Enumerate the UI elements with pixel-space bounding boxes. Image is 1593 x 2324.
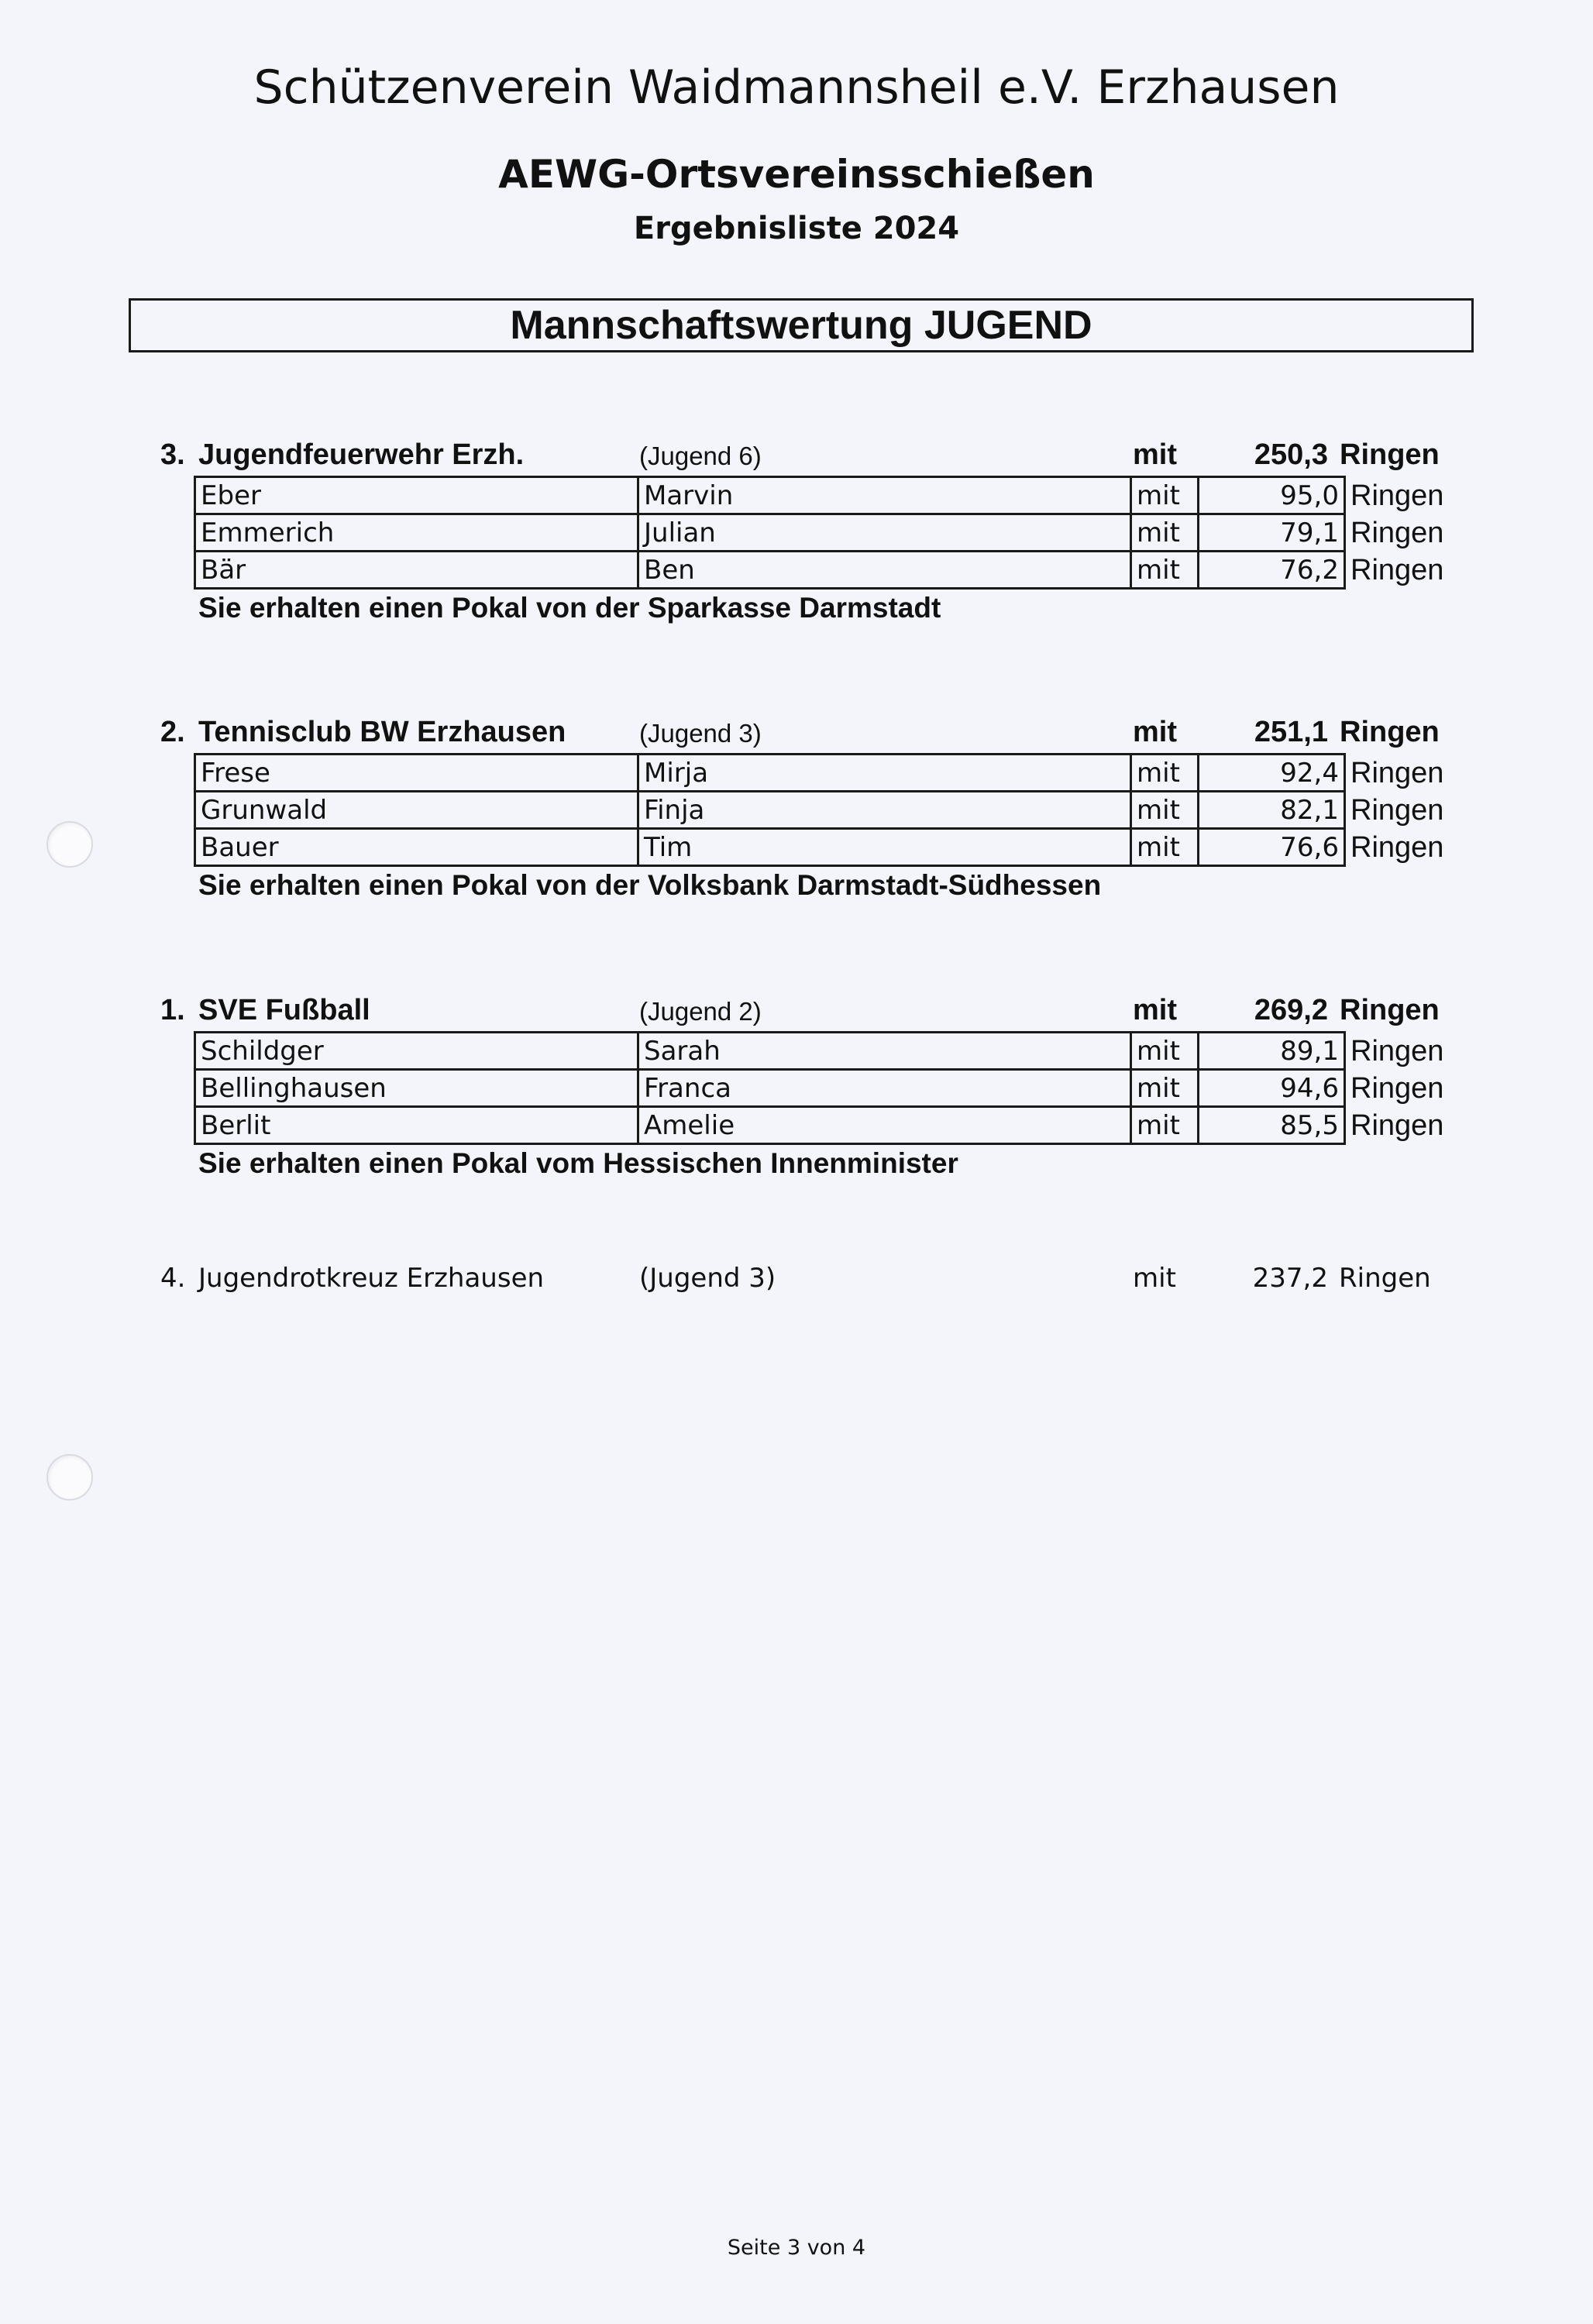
member-score: 94,6 bbox=[1199, 1070, 1345, 1107]
member-mit: mit bbox=[1131, 477, 1199, 514]
members-table bbox=[194, 476, 1466, 590]
member-last-name: Berlit bbox=[195, 1107, 638, 1144]
team-header bbox=[0, 435, 1593, 476]
team-unit: Ringen bbox=[1340, 438, 1440, 471]
page-number: Seite 3 von 4 bbox=[727, 2236, 866, 2260]
member-mit: mit bbox=[1131, 1070, 1199, 1107]
member-last-name: Eber bbox=[195, 477, 638, 514]
team-rank: 3. bbox=[160, 438, 185, 471]
member-score: 79,1 bbox=[1199, 514, 1345, 552]
member-score: 82,1 bbox=[1199, 792, 1345, 829]
member-first-name: Mirja bbox=[638, 755, 1131, 792]
team-name: SVE Fußball bbox=[198, 994, 370, 1026]
members-table bbox=[194, 1031, 1466, 1145]
team-group: (Jugend 3) bbox=[639, 719, 762, 748]
team-group: (Jugend 6) bbox=[639, 442, 762, 470]
member-mit: mit bbox=[1131, 1033, 1199, 1070]
table-row bbox=[195, 1033, 1465, 1070]
team-group: (Jugend 3) bbox=[639, 1263, 776, 1294]
list-title: Ergebnisliste 2024 bbox=[633, 211, 960, 246]
club-title: Schützenverein Waidmannsheil e.V. Erzhausen bbox=[253, 60, 1340, 115]
member-last-name: Frese bbox=[195, 755, 638, 792]
table-row bbox=[195, 477, 1465, 514]
member-unit: Ringen bbox=[1350, 1109, 1444, 1142]
prize-note: Sie erhalten einen Pokal von der Volksbank Darmstadt-Südhessen bbox=[198, 869, 1102, 901]
member-first-name: Sarah bbox=[638, 1033, 1131, 1070]
team-rank: 2. bbox=[160, 716, 185, 748]
member-last-name: Emmerich bbox=[195, 514, 638, 552]
team-mit: mit bbox=[1133, 716, 1177, 748]
member-first-name: Marvin bbox=[638, 477, 1131, 514]
table-row bbox=[195, 514, 1465, 552]
team-header bbox=[0, 713, 1593, 753]
member-last-name: Bauer bbox=[195, 829, 638, 866]
table-row bbox=[195, 792, 1465, 829]
members-table bbox=[194, 753, 1466, 867]
team-unit: Ringen bbox=[1339, 1263, 1431, 1294]
table-row bbox=[195, 829, 1465, 866]
table-row bbox=[195, 1070, 1465, 1107]
member-last-name: Bär bbox=[195, 552, 638, 589]
member-mit: mit bbox=[1131, 552, 1199, 589]
member-unit: Ringen bbox=[1350, 479, 1444, 512]
member-first-name: Ben bbox=[638, 552, 1131, 589]
team-rank: 1. bbox=[160, 994, 185, 1026]
table-row bbox=[195, 755, 1465, 792]
member-last-name: Bellinghausen bbox=[195, 1070, 638, 1107]
member-mit: mit bbox=[1131, 792, 1199, 829]
team-name: Tennisclub BW Erzhausen bbox=[198, 716, 566, 748]
other-team-row bbox=[0, 1263, 1593, 1301]
team-name: Jugendfeuerwehr Erzh. bbox=[198, 438, 525, 471]
member-unit: Ringen bbox=[1350, 1034, 1444, 1067]
prize-note: Sie erhalten einen Pokal vom Hessischen Innenminister bbox=[198, 1147, 958, 1179]
section-title: Mannschaftswertung JUGEND bbox=[129, 298, 1474, 352]
member-unit: Ringen bbox=[1350, 516, 1444, 549]
member-mit: mit bbox=[1131, 1107, 1199, 1144]
member-first-name: Tim bbox=[638, 829, 1131, 866]
member-score: 85,5 bbox=[1199, 1107, 1345, 1144]
member-score: 92,4 bbox=[1199, 755, 1345, 792]
member-score: 76,2 bbox=[1199, 552, 1345, 589]
member-mit: mit bbox=[1131, 514, 1199, 552]
team-mit: mit bbox=[1133, 438, 1177, 471]
team-score: 269,2 bbox=[1254, 994, 1328, 1026]
team-score: 251,1 bbox=[1254, 716, 1328, 748]
member-score: 95,0 bbox=[1199, 477, 1345, 514]
member-first-name: Franca bbox=[638, 1070, 1131, 1107]
member-unit: Ringen bbox=[1350, 793, 1444, 827]
member-score: 76,6 bbox=[1199, 829, 1345, 866]
member-mit: mit bbox=[1131, 755, 1199, 792]
member-score: 89,1 bbox=[1199, 1033, 1345, 1070]
team-header bbox=[0, 991, 1593, 1031]
member-unit: Ringen bbox=[1350, 553, 1444, 586]
team-unit: Ringen bbox=[1340, 716, 1440, 748]
event-title: AEWG-Ortsvereinsschießen bbox=[498, 152, 1095, 197]
table-row bbox=[195, 1107, 1465, 1144]
member-unit: Ringen bbox=[1350, 830, 1444, 864]
member-first-name: Amelie bbox=[638, 1107, 1131, 1144]
team-unit: Ringen bbox=[1340, 994, 1440, 1026]
prize-note: Sie erhalten einen Pokal von der Sparkasse Darmstadt bbox=[198, 592, 941, 624]
member-first-name: Julian bbox=[638, 514, 1131, 552]
team-mit: mit bbox=[1133, 1263, 1176, 1294]
team-block bbox=[0, 435, 1593, 668]
team-mit: mit bbox=[1133, 994, 1177, 1026]
team-score: 237,2 bbox=[1252, 1263, 1328, 1294]
member-unit: Ringen bbox=[1350, 1071, 1444, 1105]
member-unit: Ringen bbox=[1350, 756, 1444, 789]
team-name: Jugendrotkreuz Erzhausen bbox=[198, 1263, 545, 1294]
team-block bbox=[0, 991, 1593, 1223]
punch-hole-bottom bbox=[46, 1454, 93, 1501]
team-block bbox=[0, 713, 1593, 945]
member-last-name: Schildger bbox=[195, 1033, 638, 1070]
member-last-name: Grunwald bbox=[195, 792, 638, 829]
team-group: (Jugend 2) bbox=[639, 997, 762, 1026]
team-rank: 4. bbox=[160, 1263, 186, 1294]
team-score: 250,3 bbox=[1254, 438, 1328, 471]
member-mit: mit bbox=[1131, 829, 1199, 866]
table-row bbox=[195, 552, 1465, 589]
member-first-name: Finja bbox=[638, 792, 1131, 829]
